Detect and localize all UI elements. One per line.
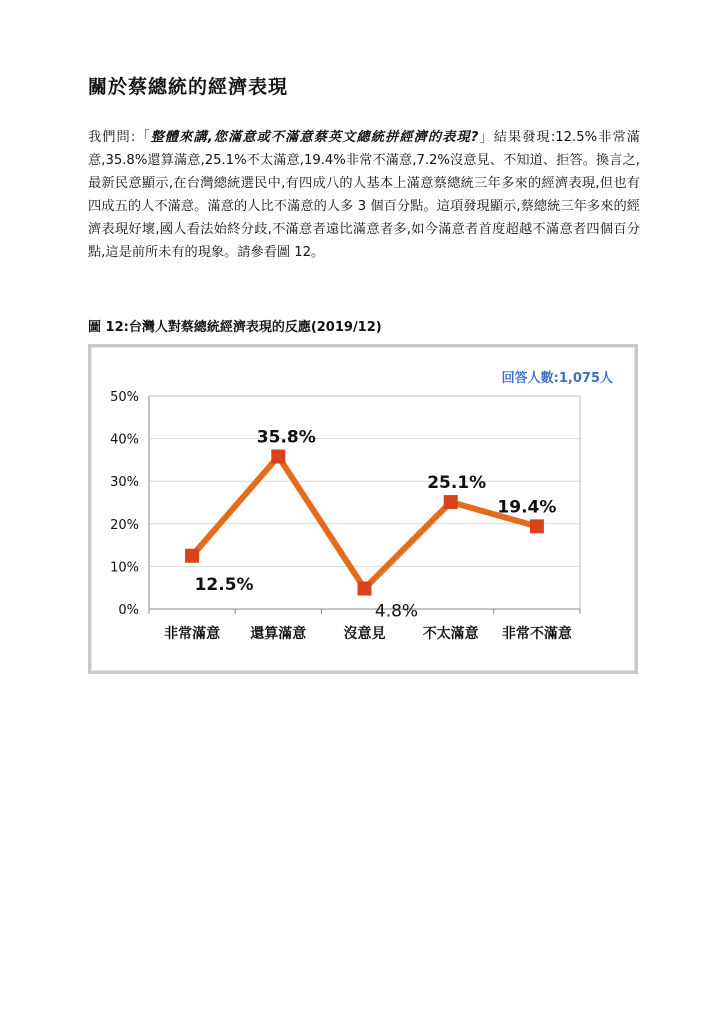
category-label: 還算滿意	[250, 626, 307, 642]
survey-question: 整體來講,您滿意或不滿意蔡英文總統拼經濟的表現?	[150, 130, 479, 145]
paragraph-rest: 」結果發現:12.5%非常滿意,35.8%還算滿意,25.1%不太滿意,19.4%非常不滿意,7.2%沒意見、不知道、拒答。換言之,最新民意顯示,在台灣總統選民中,有四成八的人基本上滿意蔡總統三年多來的經濟表現,但也有四成五的人不滿意。滿意的人比不滿意的人多 3 個百分點。這項發現顯示,蔡總統三年多來的經濟表現好壞,國人看法始終分歧,不滿意者遠比滿意者多,如今滿意者首度超越不滿意者四個百分點,這是前所未有的現象。請參看圖 12。	[88, 130, 640, 260]
body-paragraph	[88, 126, 640, 264]
y-tick-label: 20%	[110, 517, 139, 533]
data-point-marker	[271, 449, 285, 463]
paragraph-lead: 我們問:「	[88, 130, 151, 145]
section-heading: 關於蔡總統的經濟表現	[88, 76, 289, 98]
figure-caption: 圖 12:台灣人對蔡總統經濟表現的反應(2019/12)	[88, 320, 382, 335]
chart-frame	[88, 344, 638, 674]
data-point-marker	[358, 582, 372, 596]
data-point-marker	[444, 495, 458, 509]
data-label: 19.4%	[497, 497, 557, 518]
data-point-marker	[530, 519, 544, 533]
y-tick-label: 40%	[110, 432, 139, 448]
y-tick-label: 10%	[110, 560, 139, 576]
data-point-marker	[185, 549, 199, 563]
data-label: 4.8%	[374, 601, 419, 622]
data-label: 12.5%	[194, 574, 254, 595]
respondent-count: 回答人數:1,075人	[501, 371, 613, 386]
y-tick-label: 30%	[110, 475, 139, 491]
data-label: 25.1%	[427, 473, 487, 494]
data-label: 35.8%	[256, 427, 316, 448]
category-label: 非常不滿意	[501, 626, 572, 642]
y-tick-label: 50%	[110, 390, 139, 405]
category-label: 沒意見	[343, 626, 386, 642]
category-label: 非常滿意	[164, 626, 221, 642]
category-label: 不太滿意	[422, 626, 479, 642]
line-chart	[91, 347, 635, 671]
y-tick-label: 0%	[118, 603, 139, 618]
